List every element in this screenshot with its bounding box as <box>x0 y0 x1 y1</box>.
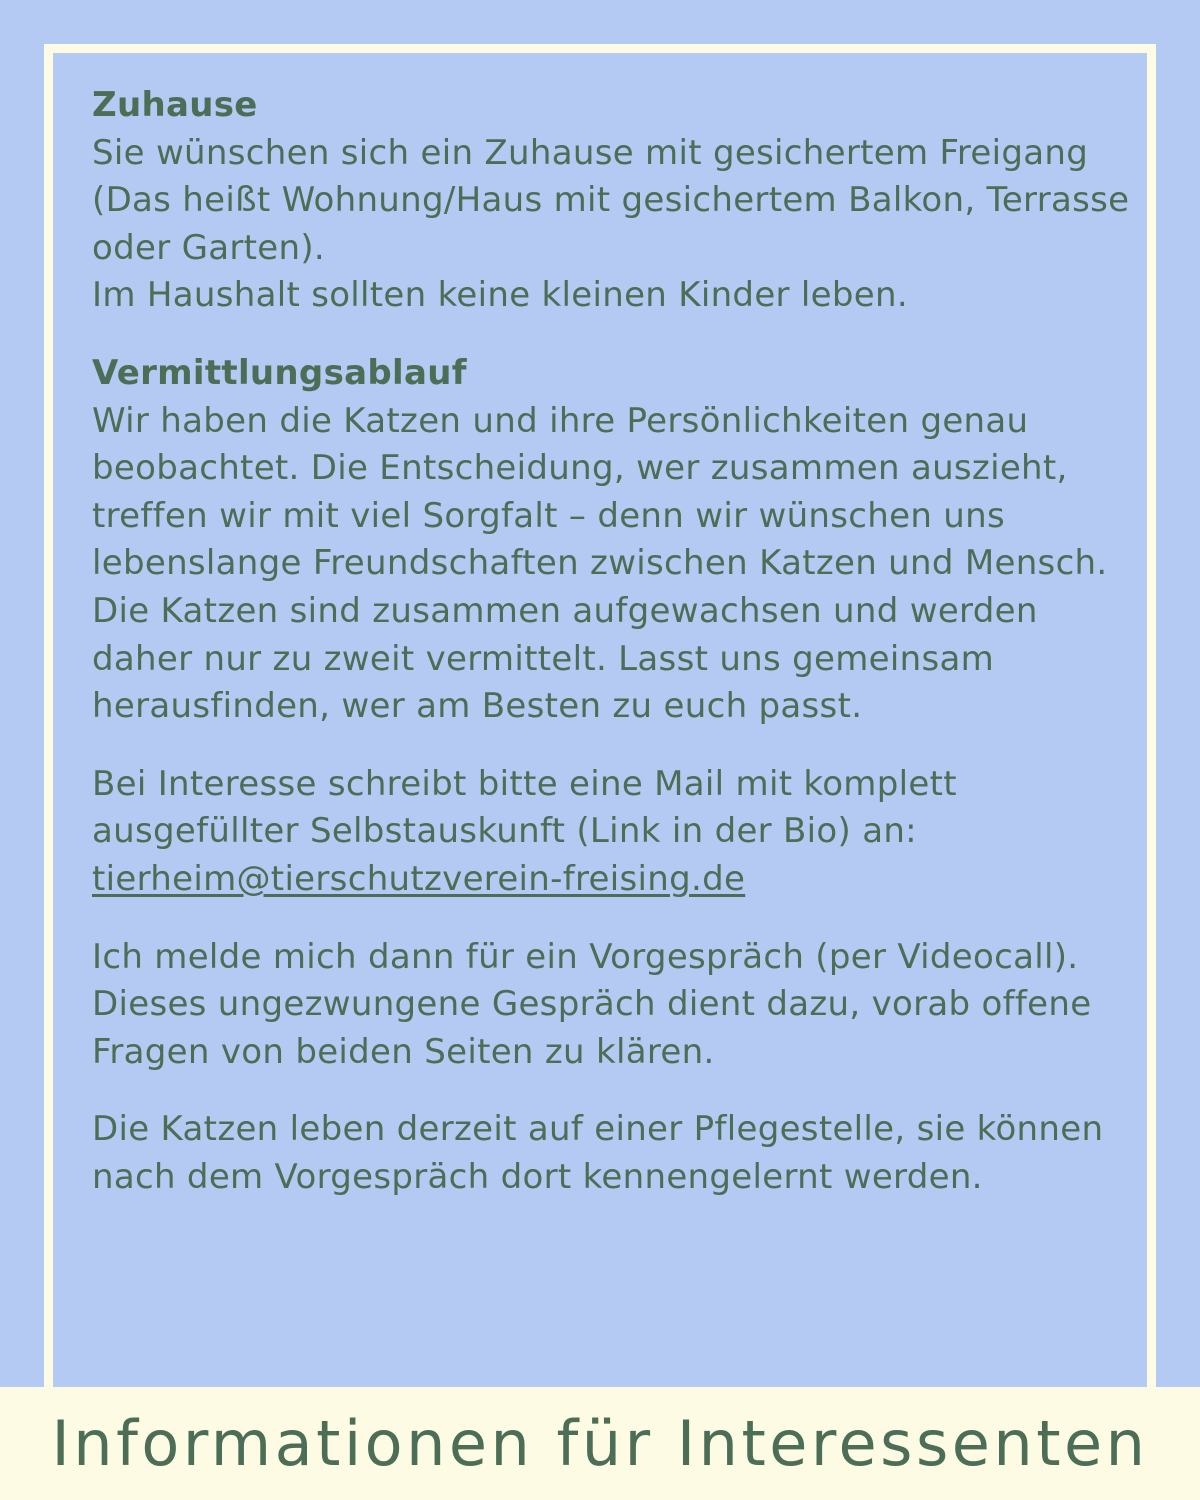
foster-text: Die Katzen leben derzeit auf einer Pflegestelle, sie können nach dem Vorgespräch dort kennengelernt werden. <box>92 1109 1104 1197</box>
heading-process: Vermittlungsablauf <box>92 352 467 393</box>
section-home <box>92 82 1132 320</box>
email-link[interactable]: tierheim@tierschutzverein-freising.de <box>92 858 746 899</box>
section-process <box>92 350 1132 731</box>
section-foster <box>92 1106 1132 1201</box>
section-contact <box>92 761 1132 904</box>
section-call <box>92 934 1132 1077</box>
process-text: Wir haben die Katzen und ihre Persönlichkeiten genau beobachtet. Die Entscheidung, wer zusammen auszieht, treffen wir mit viel Sorgfalt – denn wir wünschen uns lebenslange Freundschaften zwischen Katzen und Mensch. Die Katzen sind zusammen aufgewachsen und werden daher nur zu zweit vermittelt. Lasst uns gemeinsam herausfinden, wer am Besten zu euch passt. <box>92 400 1108 727</box>
footer-banner <box>0 1387 1200 1500</box>
contact-text: Bei Interesse schreibt bitte eine Mail mit komplett ausgefüllter Selbstauskunft (Link in der Bio) an: <box>92 763 957 852</box>
info-content <box>92 82 1132 1231</box>
heading-home: Zuhause <box>92 85 258 125</box>
footer-title: Informationen für Interessenten <box>51 1407 1149 1480</box>
home-children-text: Im Haushalt sollten keine kleinen Kinder leben. <box>92 275 908 316</box>
call-text: Ich melde mich dann für ein Vorgespräch (per Videocall). Dieses ungezwungene Gespräch dient dazu, vorab offene Fragen von beiden Seiten zu klären. <box>92 936 1092 1072</box>
home-requirements-text: Sie wünschen sich ein Zuhause mit gesichertem Freigang (Das heißt Wohnung/Haus mit gesichertem Balkon, Terrasse oder Garten). <box>92 132 1130 268</box>
